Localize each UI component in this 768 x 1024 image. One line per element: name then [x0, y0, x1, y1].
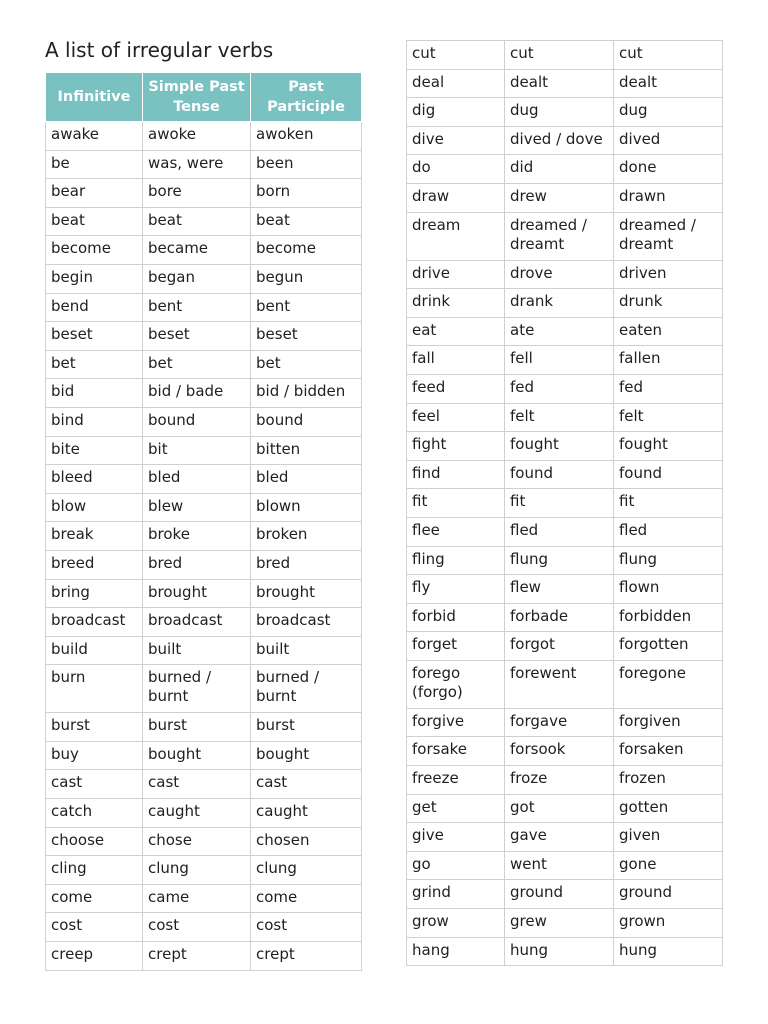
- table-row: [407, 460, 723, 489]
- table-row: [46, 770, 362, 799]
- column-header-past-participle: Past Participle: [251, 73, 362, 122]
- simple-past-cell: burned / burnt: [143, 665, 251, 713]
- verb-table-left: [45, 72, 362, 971]
- table-row: [407, 403, 723, 432]
- past-participle-cell: given: [614, 823, 723, 852]
- simple-past-cell: fed: [505, 374, 614, 403]
- infinitive-cell: beat: [46, 207, 143, 236]
- table-body: [407, 41, 723, 966]
- simple-past-cell: forbade: [505, 603, 614, 632]
- table-row: [46, 856, 362, 885]
- past-participle-cell: caught: [251, 799, 362, 828]
- simple-past-cell: built: [143, 636, 251, 665]
- past-participle-cell: begun: [251, 264, 362, 293]
- table-row: [46, 465, 362, 494]
- simple-past-cell: bound: [143, 407, 251, 436]
- table-row: [407, 737, 723, 766]
- infinitive-cell: cast: [46, 770, 143, 799]
- simple-past-cell: chose: [143, 827, 251, 856]
- table-row: [407, 155, 723, 184]
- infinitive-cell: begin: [46, 264, 143, 293]
- verb-table-right: [406, 40, 723, 966]
- infinitive-cell: go: [407, 851, 505, 880]
- simple-past-cell: awoke: [143, 122, 251, 151]
- infinitive-cell: forsake: [407, 737, 505, 766]
- table-row: [46, 799, 362, 828]
- table-row: [46, 579, 362, 608]
- infinitive-cell: grow: [407, 909, 505, 938]
- past-participle-cell: bet: [251, 350, 362, 379]
- infinitive-cell: break: [46, 522, 143, 551]
- past-participle-cell: felt: [614, 403, 723, 432]
- past-participle-cell: fed: [614, 374, 723, 403]
- infinitive-cell: burn: [46, 665, 143, 713]
- infinitive-cell: awake: [46, 122, 143, 151]
- simple-past-cell: did: [505, 155, 614, 184]
- simple-past-cell: bit: [143, 436, 251, 465]
- infinitive-cell: bid: [46, 379, 143, 408]
- past-participle-cell: become: [251, 236, 362, 265]
- simple-past-cell: burst: [143, 713, 251, 742]
- infinitive-cell: bend: [46, 293, 143, 322]
- past-participle-cell: broadcast: [251, 608, 362, 637]
- past-participle-cell: grown: [614, 909, 723, 938]
- simple-past-cell: bled: [143, 465, 251, 494]
- simple-past-cell: became: [143, 236, 251, 265]
- table-row: [407, 98, 723, 127]
- simple-past-cell: crept: [143, 942, 251, 971]
- past-participle-cell: drunk: [614, 289, 723, 318]
- past-participle-cell: been: [251, 150, 362, 179]
- table-row: [46, 942, 362, 971]
- past-participle-cell: bound: [251, 407, 362, 436]
- past-participle-cell: bled: [251, 465, 362, 494]
- simple-past-cell: ground: [505, 880, 614, 909]
- past-participle-cell: clung: [251, 856, 362, 885]
- past-participle-cell: found: [614, 460, 723, 489]
- table-body: [46, 122, 362, 971]
- infinitive-cell: feed: [407, 374, 505, 403]
- simple-past-cell: drank: [505, 289, 614, 318]
- past-participle-cell: driven: [614, 260, 723, 289]
- infinitive-cell: blow: [46, 493, 143, 522]
- past-participle-cell: forbidden: [614, 603, 723, 632]
- simple-past-cell: cost: [143, 913, 251, 942]
- past-participle-cell: broken: [251, 522, 362, 551]
- table-row: [407, 575, 723, 604]
- infinitive-cell: cut: [407, 41, 505, 70]
- infinitive-cell: deal: [407, 69, 505, 98]
- infinitive-cell: give: [407, 823, 505, 852]
- table-row: [46, 741, 362, 770]
- infinitive-cell: beset: [46, 322, 143, 351]
- past-participle-cell: forgotten: [614, 632, 723, 661]
- simple-past-cell: dreamed / dreamt: [505, 212, 614, 260]
- table-row: [407, 766, 723, 795]
- table-row: [46, 636, 362, 665]
- table-row: [407, 317, 723, 346]
- infinitive-cell: fly: [407, 575, 505, 604]
- table-row: [46, 913, 362, 942]
- simple-past-cell: bore: [143, 179, 251, 208]
- simple-past-cell: dug: [505, 98, 614, 127]
- table-row: [407, 126, 723, 155]
- infinitive-cell: creep: [46, 942, 143, 971]
- table-row: [46, 493, 362, 522]
- table-row: [407, 517, 723, 546]
- infinitive-cell: bind: [46, 407, 143, 436]
- past-participle-cell: dug: [614, 98, 723, 127]
- infinitive-cell: find: [407, 460, 505, 489]
- simple-past-cell: drew: [505, 183, 614, 212]
- infinitive-cell: buy: [46, 741, 143, 770]
- simple-past-cell: gave: [505, 823, 614, 852]
- past-participle-cell: cut: [614, 41, 723, 70]
- past-participle-cell: flown: [614, 575, 723, 604]
- past-participle-cell: chosen: [251, 827, 362, 856]
- past-participle-cell: awoken: [251, 122, 362, 151]
- simple-past-cell: hung: [505, 937, 614, 966]
- simple-past-cell: forewent: [505, 660, 614, 708]
- simple-past-cell: fled: [505, 517, 614, 546]
- table-row: [46, 407, 362, 436]
- infinitive-cell: broadcast: [46, 608, 143, 637]
- simple-past-cell: began: [143, 264, 251, 293]
- simple-past-cell: cast: [143, 770, 251, 799]
- simple-past-cell: forgave: [505, 708, 614, 737]
- table-row: [46, 827, 362, 856]
- simple-past-cell: came: [143, 884, 251, 913]
- simple-past-cell: dived / dove: [505, 126, 614, 155]
- page-title: A list of irregular verbs: [45, 38, 274, 62]
- past-participle-cell: drawn: [614, 183, 723, 212]
- table-row: [407, 432, 723, 461]
- simple-past-cell: got: [505, 794, 614, 823]
- past-participle-cell: eaten: [614, 317, 723, 346]
- infinitive-cell: dream: [407, 212, 505, 260]
- table-row: [407, 851, 723, 880]
- table-row: [407, 880, 723, 909]
- simple-past-cell: broke: [143, 522, 251, 551]
- simple-past-cell: clung: [143, 856, 251, 885]
- simple-past-cell: found: [505, 460, 614, 489]
- simple-past-cell: felt: [505, 403, 614, 432]
- simple-past-cell: beset: [143, 322, 251, 351]
- simple-past-cell: bet: [143, 350, 251, 379]
- past-participle-cell: fallen: [614, 346, 723, 375]
- past-participle-cell: beat: [251, 207, 362, 236]
- past-participle-cell: bred: [251, 550, 362, 579]
- infinitive-cell: freeze: [407, 766, 505, 795]
- past-participle-cell: ground: [614, 880, 723, 909]
- past-participle-cell: frozen: [614, 766, 723, 795]
- table-row: [407, 212, 723, 260]
- infinitive-cell: drink: [407, 289, 505, 318]
- infinitive-cell: be: [46, 150, 143, 179]
- simple-past-cell: ate: [505, 317, 614, 346]
- table-row: [407, 937, 723, 966]
- simple-past-cell: cut: [505, 41, 614, 70]
- infinitive-cell: choose: [46, 827, 143, 856]
- past-participle-cell: blown: [251, 493, 362, 522]
- table-row: [407, 909, 723, 938]
- infinitive-cell: fit: [407, 489, 505, 518]
- infinitive-cell: hang: [407, 937, 505, 966]
- table-row: [46, 522, 362, 551]
- past-participle-cell: built: [251, 636, 362, 665]
- past-participle-cell: bent: [251, 293, 362, 322]
- table-row: [46, 665, 362, 713]
- past-participle-cell: dived: [614, 126, 723, 155]
- table-row: [46, 884, 362, 913]
- past-participle-cell: done: [614, 155, 723, 184]
- table-header: [46, 73, 362, 122]
- past-participle-cell: burned / burnt: [251, 665, 362, 713]
- table-row: [46, 322, 362, 351]
- table-row: [407, 260, 723, 289]
- simple-past-cell: dealt: [505, 69, 614, 98]
- infinitive-cell: flee: [407, 517, 505, 546]
- table-row: [407, 489, 723, 518]
- simple-past-cell: bent: [143, 293, 251, 322]
- infinitive-cell: burst: [46, 713, 143, 742]
- simple-past-cell: blew: [143, 493, 251, 522]
- infinitive-cell: drive: [407, 260, 505, 289]
- simple-past-cell: bid / bade: [143, 379, 251, 408]
- infinitive-cell: dig: [407, 98, 505, 127]
- infinitive-cell: bear: [46, 179, 143, 208]
- infinitive-cell: bet: [46, 350, 143, 379]
- past-participle-cell: forgiven: [614, 708, 723, 737]
- simple-past-cell: forgot: [505, 632, 614, 661]
- table-row: [407, 823, 723, 852]
- past-participle-cell: cost: [251, 913, 362, 942]
- past-participle-cell: fought: [614, 432, 723, 461]
- infinitive-cell: bite: [46, 436, 143, 465]
- table-row: [407, 546, 723, 575]
- table-row: [46, 550, 362, 579]
- infinitive-cell: become: [46, 236, 143, 265]
- table-row: [407, 708, 723, 737]
- table-row: [46, 179, 362, 208]
- simple-past-cell: forsook: [505, 737, 614, 766]
- table-row: [46, 436, 362, 465]
- infinitive-cell: dive: [407, 126, 505, 155]
- simple-past-cell: bought: [143, 741, 251, 770]
- infinitive-cell: catch: [46, 799, 143, 828]
- past-participle-cell: flung: [614, 546, 723, 575]
- infinitive-cell: grind: [407, 880, 505, 909]
- simple-past-cell: fought: [505, 432, 614, 461]
- past-participle-cell: burst: [251, 713, 362, 742]
- infinitive-cell: forgive: [407, 708, 505, 737]
- infinitive-cell: build: [46, 636, 143, 665]
- infinitive-cell: bleed: [46, 465, 143, 494]
- infinitive-cell: come: [46, 884, 143, 913]
- past-participle-cell: bought: [251, 741, 362, 770]
- column-header-infinitive: Infinitive: [46, 73, 143, 122]
- simple-past-cell: brought: [143, 579, 251, 608]
- past-participle-cell: hung: [614, 937, 723, 966]
- table-row: [407, 41, 723, 70]
- past-participle-cell: crept: [251, 942, 362, 971]
- infinitive-cell: get: [407, 794, 505, 823]
- infinitive-cell: forget: [407, 632, 505, 661]
- table-row: [46, 264, 362, 293]
- table-row: [46, 713, 362, 742]
- past-participle-cell: fled: [614, 517, 723, 546]
- simple-past-cell: froze: [505, 766, 614, 795]
- past-participle-cell: dreamed / dreamt: [614, 212, 723, 260]
- simple-past-cell: broadcast: [143, 608, 251, 637]
- simple-past-cell: fit: [505, 489, 614, 518]
- past-participle-cell: bitten: [251, 436, 362, 465]
- past-participle-cell: beset: [251, 322, 362, 351]
- infinitive-cell: eat: [407, 317, 505, 346]
- table-row: [407, 346, 723, 375]
- infinitive-cell: fight: [407, 432, 505, 461]
- past-participle-cell: dealt: [614, 69, 723, 98]
- table-row: [407, 794, 723, 823]
- simple-past-cell: fell: [505, 346, 614, 375]
- table-row: [46, 236, 362, 265]
- table-row: [46, 350, 362, 379]
- infinitive-cell: fall: [407, 346, 505, 375]
- table-row: [46, 150, 362, 179]
- past-participle-cell: forsaken: [614, 737, 723, 766]
- table-row: [46, 122, 362, 151]
- simple-past-cell: was, were: [143, 150, 251, 179]
- past-participle-cell: cast: [251, 770, 362, 799]
- simple-past-cell: drove: [505, 260, 614, 289]
- infinitive-cell: feel: [407, 403, 505, 432]
- past-participle-cell: foregone: [614, 660, 723, 708]
- past-participle-cell: fit: [614, 489, 723, 518]
- past-participle-cell: born: [251, 179, 362, 208]
- table-row: [407, 660, 723, 708]
- infinitive-cell: draw: [407, 183, 505, 212]
- table-row: [46, 379, 362, 408]
- past-participle-cell: gone: [614, 851, 723, 880]
- table-row: [407, 603, 723, 632]
- infinitive-cell: forbid: [407, 603, 505, 632]
- past-participle-cell: come: [251, 884, 362, 913]
- past-participle-cell: brought: [251, 579, 362, 608]
- column-header-simple-past: Simple Past Tense: [143, 73, 251, 122]
- infinitive-cell: do: [407, 155, 505, 184]
- table-row: [407, 289, 723, 318]
- past-participle-cell: gotten: [614, 794, 723, 823]
- simple-past-cell: flung: [505, 546, 614, 575]
- simple-past-cell: flew: [505, 575, 614, 604]
- infinitive-cell: forego (forgo): [407, 660, 505, 708]
- simple-past-cell: caught: [143, 799, 251, 828]
- infinitive-cell: fling: [407, 546, 505, 575]
- table-row: [407, 69, 723, 98]
- table-row: [407, 632, 723, 661]
- simple-past-cell: went: [505, 851, 614, 880]
- simple-past-cell: bred: [143, 550, 251, 579]
- infinitive-cell: bring: [46, 579, 143, 608]
- infinitive-cell: cost: [46, 913, 143, 942]
- table-row: [46, 207, 362, 236]
- infinitive-cell: cling: [46, 856, 143, 885]
- simple-past-cell: grew: [505, 909, 614, 938]
- table-row: [407, 374, 723, 403]
- past-participle-cell: bid / bidden: [251, 379, 362, 408]
- table-row: [46, 293, 362, 322]
- table-row: [46, 608, 362, 637]
- simple-past-cell: beat: [143, 207, 251, 236]
- infinitive-cell: breed: [46, 550, 143, 579]
- table-row: [407, 183, 723, 212]
